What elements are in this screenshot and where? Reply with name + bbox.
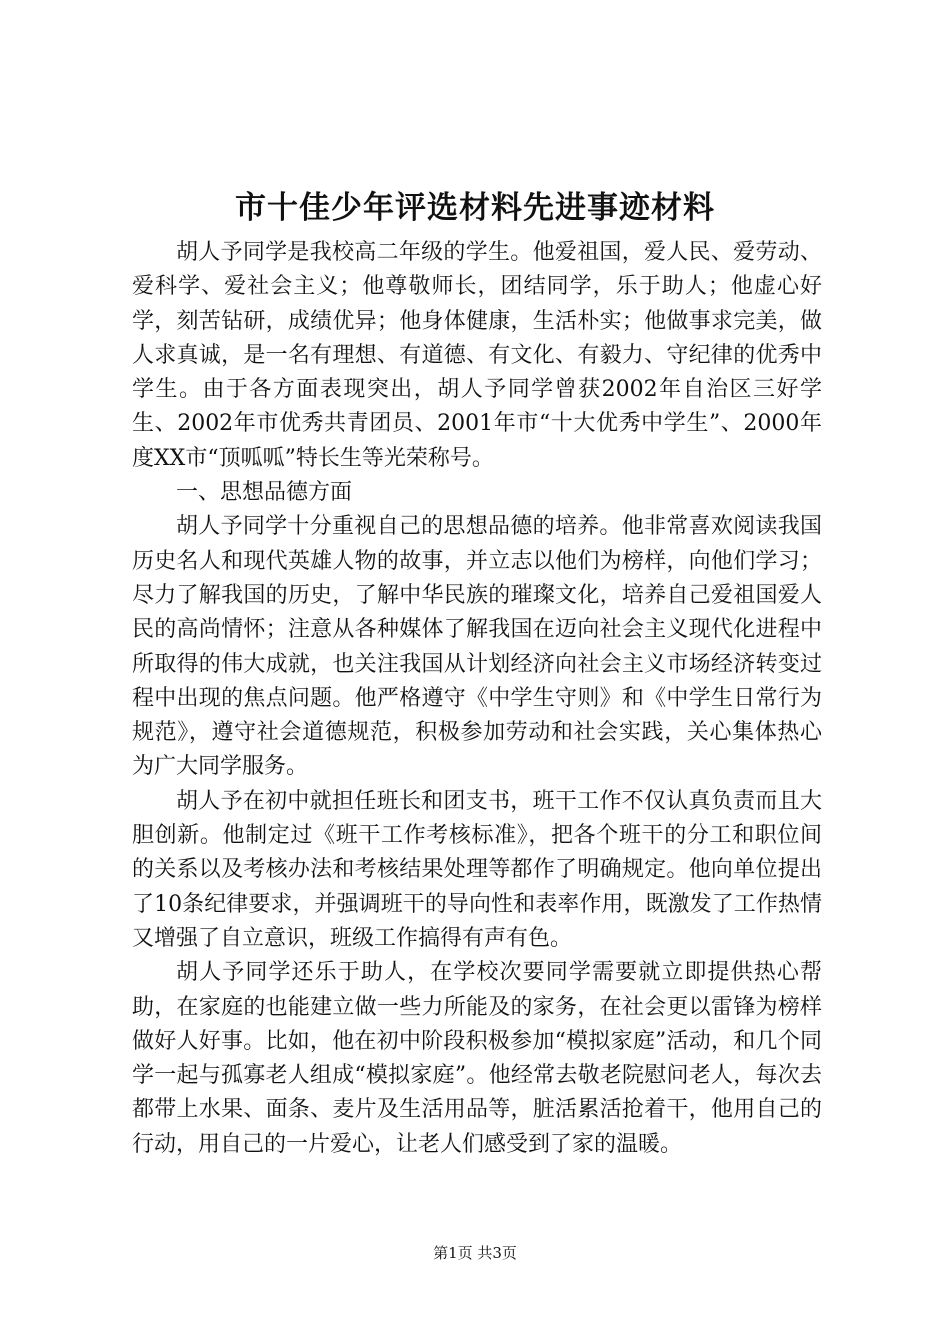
- page-number-footer: 第1页 共3页: [433, 1244, 517, 1262]
- document-body: [132, 236, 822, 1162]
- paragraph-moral: 胡人予同学十分重视自己的思想品德的培养。他非常喜欢阅读我国历史名人和现代英雄人物的故事，并立志以他们为榜样，向他们学习；尽力了解我国的历史，了解中华民族的璀璨文化，培养自己爱祖国爱人民的高尚情怀；注意从各种媒体了解我国在迈向社会主义现代化进程中所取得的伟大成就，也关注我国从计划经济向社会主义市场经济转变过程中出现的焦点问题。他严格遵守《中学生守则》和《中学生日常行为规范》，遵守社会道德规范，积极参加劳动和社会实践，关心集体热心为广大同学服务。: [132, 514, 822, 780]
- document-title: 市十佳少年评选材料先进事迹材料: [235, 190, 715, 226]
- paragraph-intro: 胡人予同学是我校高二年级的学生。他爱祖国，爱人民、爱劳动、爱科学、爱社会主义；他尊敬师长，团结同学，乐于助人；他虚心好学，刻苦钻研，成绩优异；他身体健康，生活朴实；他做事求完美，做人求真诚，是一名有理想、有道德、有文化、有毅力、守纪律的优秀中学生。由于各方面表现突出，胡人予同学曾获2002年自治区三好学生、2002年市优秀共青团员、2001年市“十大优秀中学生”、2000年度XX市“顶呱呱”特长生等光荣称号。: [132, 240, 822, 471]
- paragraph-helping-others: 胡人予同学还乐于助人，在学校次要同学需要就立即提供热心帮助，在家庭的也能建立做一些力所能及的家务，在社会更以雷锋为榜样做好人好事。比如，他在初中阶段积极参加“模拟家庭”活动，和几个同学一起与孤寡老人组成“模拟家庭”。他经常去敬老院慰问老人，每次去都带上水果、面条、麦片及生活用品等，脏活累活抢着干，他用自己的行动，用自己的一片爱心，让老人们感受到了家的温暖。: [132, 960, 822, 1157]
- section-heading-moral: 一、思想品德方面: [176, 480, 353, 506]
- paragraph-class-leader: 胡人予在初中就担任班长和团支书，班干工作不仅认真负责而且大胆创新。他制定过《班干工作考核标准》，把各个班干的分工和职位间的关系以及考核办法和考核结果处理等都作了明确规定。他向单位提出了10条纪律要求，并强调班干的导向性和表率作用，既激发了工作热情又增强了自立意识，班级工作搞得有声有色。: [132, 788, 822, 951]
